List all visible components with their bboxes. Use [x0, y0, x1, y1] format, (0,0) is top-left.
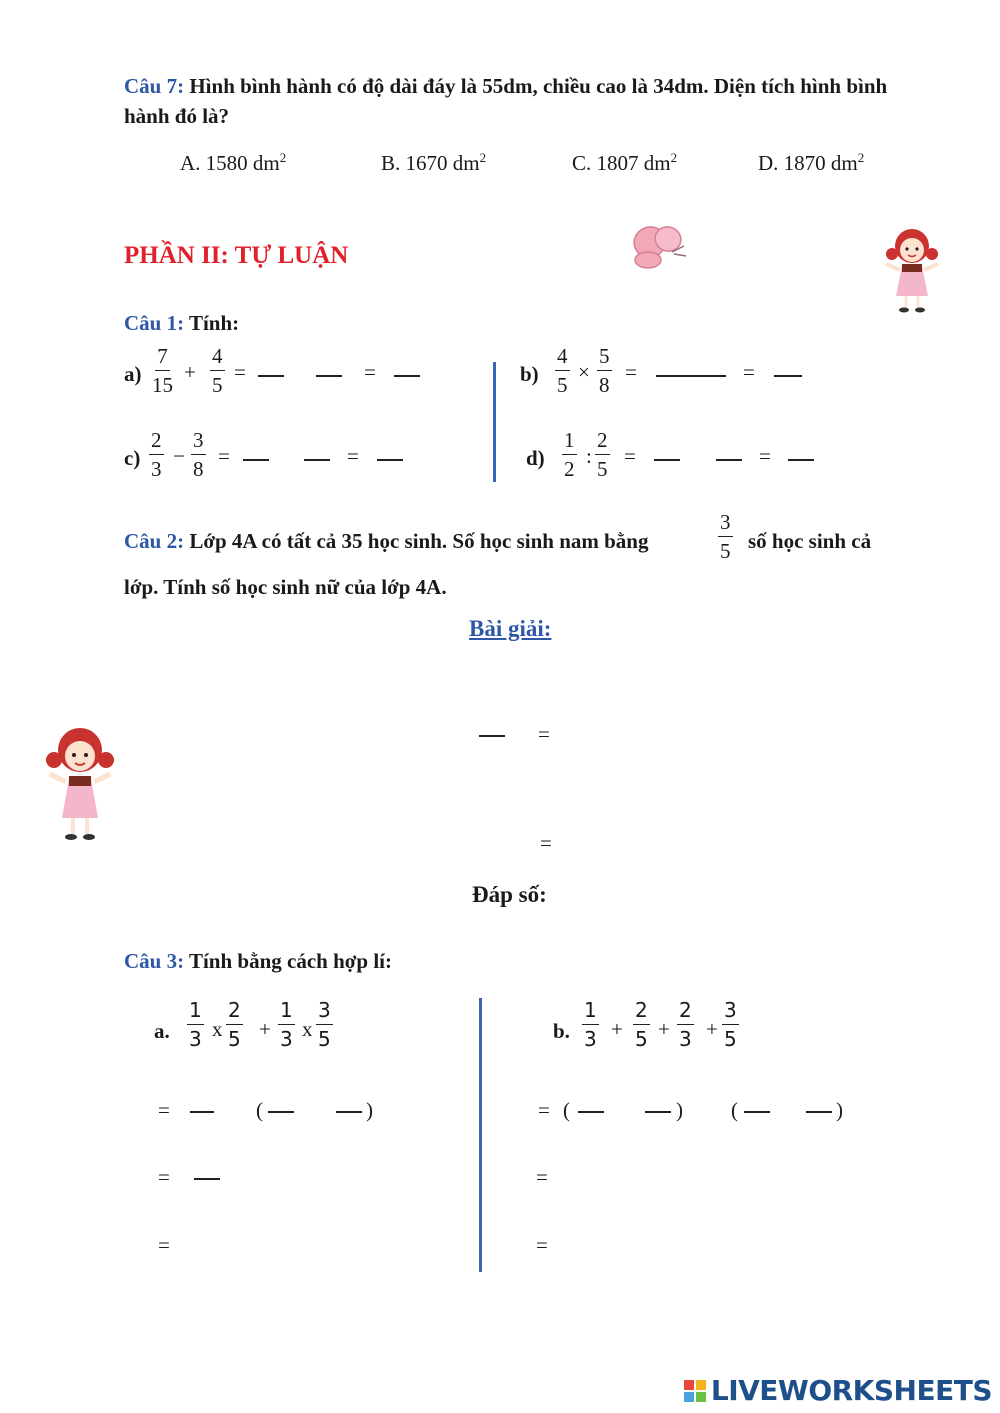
item-a-label: a.: [154, 1019, 170, 1043]
operator: +: [658, 1017, 670, 1041]
answer-blank[interactable]: [744, 1111, 770, 1113]
item-b-label: b.: [553, 1019, 570, 1043]
fraction: $\frac{3}{8}$: [193, 428, 204, 481]
answer-blank[interactable]: [304, 459, 330, 461]
question-2-text-1: Lớp 4A có tất cả 35 học sinh. Số học sinh nam bằng: [189, 529, 649, 553]
operator: +: [611, 1017, 623, 1041]
question-2-line-1: [124, 526, 648, 556]
fraction: $\frac{1}{3}$: [189, 998, 202, 1051]
left-parenthesis: (: [256, 1098, 263, 1122]
fraction: $\frac{7}{15}$: [152, 344, 173, 397]
operator: +: [706, 1017, 718, 1041]
right-parenthesis: ): [366, 1098, 373, 1122]
answer-blank[interactable]: [578, 1111, 604, 1113]
equals-sign: =: [536, 1233, 548, 1257]
operator: :: [586, 444, 592, 468]
liveworksheets-logo-icon: [684, 1380, 706, 1402]
answer-blank[interactable]: [243, 459, 269, 461]
fraction: $\frac{2}{5}$: [597, 428, 608, 481]
operator: −: [173, 444, 185, 468]
answer-blank[interactable]: [479, 735, 505, 737]
answer-blank[interactable]: [194, 1178, 220, 1180]
fraction: $\frac{3}{5}$: [724, 998, 737, 1051]
question-2-text-2: số học sinh cả: [748, 529, 872, 553]
left-parenthesis: (: [731, 1098, 738, 1122]
girl-cartoon-icon: [42, 720, 114, 844]
equals-sign: =: [364, 360, 376, 384]
equals-sign: =: [625, 360, 637, 384]
column-divider: [479, 998, 482, 1272]
equals-sign: =: [743, 360, 755, 384]
fraction: $\frac{1}{3}$: [584, 998, 597, 1051]
fraction: $\frac{4}{5}$: [557, 344, 568, 397]
answer-blank[interactable]: [336, 1111, 362, 1113]
liveworksheets-logo[interactable]: [684, 1374, 992, 1407]
equals-sign: =: [538, 1098, 550, 1122]
question-3: [124, 946, 392, 976]
item-a-label: a): [124, 362, 142, 386]
right-parenthesis: ): [836, 1098, 843, 1122]
column-divider: [493, 362, 496, 482]
operator: +: [184, 360, 196, 384]
equals-sign: =: [347, 444, 359, 468]
answer-label: Đáp số:: [472, 882, 547, 907]
item-d-label: d): [526, 446, 545, 470]
question-3-text: Tính bằng cách hợp lí:: [188, 949, 392, 973]
question-7: [124, 71, 924, 131]
answer-blank[interactable]: [788, 459, 814, 461]
question-2-label: Câu 2:: [124, 529, 185, 553]
question-2-text-3: lớp. Tính số học sinh nữ của lớp 4A.: [124, 575, 447, 599]
fraction: $\frac{5}{8}$: [599, 344, 610, 397]
option-d[interactable]: D. 1870 $dm^2$: [758, 150, 865, 175]
logo-square: [684, 1380, 694, 1390]
solution-heading-text: Bài giải:: [469, 616, 552, 641]
fraction: $\frac{3}{5}$: [318, 998, 331, 1051]
answer-blank[interactable]: [645, 1111, 671, 1113]
answer-blank[interactable]: [654, 459, 680, 461]
solution-heading: [469, 616, 551, 642]
logo-square: [696, 1392, 706, 1402]
equals-sign: =: [540, 831, 552, 855]
equals-sign: =: [158, 1165, 170, 1189]
item-c-label: c): [124, 446, 141, 470]
girl-cartoon-icon: [880, 222, 944, 314]
part-2-title: PHẦN II: TỰ LUẬN: [124, 242, 349, 269]
option-a[interactable]: A. 1580 $dm^2$: [180, 150, 287, 175]
answer-blank[interactable]: [716, 459, 742, 461]
fraction: $\frac{1}{3}$: [280, 998, 293, 1051]
equals-sign: =: [218, 444, 230, 468]
question-1-label: Câu 1:: [124, 311, 185, 335]
answer-blank[interactable]: [774, 375, 802, 377]
fraction: $\frac{2}{3}$: [151, 428, 162, 481]
fraction: $\frac{2}{3}$: [679, 998, 692, 1051]
fraction: $\frac{2}{5}$: [635, 998, 648, 1051]
equals-sign: =: [158, 1098, 170, 1122]
item-b-label: b): [520, 362, 539, 386]
equals-sign: =: [234, 360, 246, 384]
question-1: [124, 308, 239, 338]
question-7-label: Câu 7:: [124, 74, 185, 98]
fraction: $\frac{3}{5}$: [720, 510, 731, 563]
equals-sign: =: [759, 444, 771, 468]
equals-sign: =: [538, 722, 550, 746]
fraction: $\frac{1}{2}$: [564, 428, 575, 481]
answer-blank[interactable]: [316, 375, 342, 377]
left-parenthesis: (: [563, 1098, 570, 1122]
answer-blank[interactable]: [394, 375, 420, 377]
answer-blank[interactable]: [656, 375, 726, 377]
operator: +: [259, 1017, 271, 1041]
equals-sign: =: [158, 1233, 170, 1257]
question-7-text: Hình bình hành có độ dài đáy là 55dm, chiều cao là 34dm. Diện tích hình bình hành đó là?: [124, 74, 888, 128]
equals-sign: =: [536, 1165, 548, 1189]
answer-blank[interactable]: [258, 375, 284, 377]
answer-blank[interactable]: [190, 1111, 214, 1113]
logo-square: [684, 1392, 694, 1402]
butterfly-icon: [628, 222, 690, 272]
option-c[interactable]: C. 1807 $dm^2$: [572, 150, 678, 175]
question-3-label: Câu 3:: [124, 949, 185, 973]
answer-blank[interactable]: [806, 1111, 832, 1113]
fraction: $\frac{2}{5}$: [228, 998, 241, 1051]
operator: x: [212, 1017, 223, 1041]
right-parenthesis: ): [676, 1098, 683, 1122]
liveworksheets-logo-text: LIVEWORKSHEETS: [710, 1374, 992, 1407]
question-1-text: Tính:: [188, 311, 240, 335]
fraction: $\frac{4}{5}$: [212, 344, 223, 397]
answer-blank[interactable]: [268, 1111, 294, 1113]
logo-square: [696, 1380, 706, 1390]
operator: ×: [578, 360, 590, 384]
option-b[interactable]: B. 1670 $dm^2$: [381, 150, 487, 175]
operator: x: [302, 1017, 313, 1041]
answer-blank[interactable]: [377, 459, 403, 461]
equals-sign: =: [624, 444, 636, 468]
